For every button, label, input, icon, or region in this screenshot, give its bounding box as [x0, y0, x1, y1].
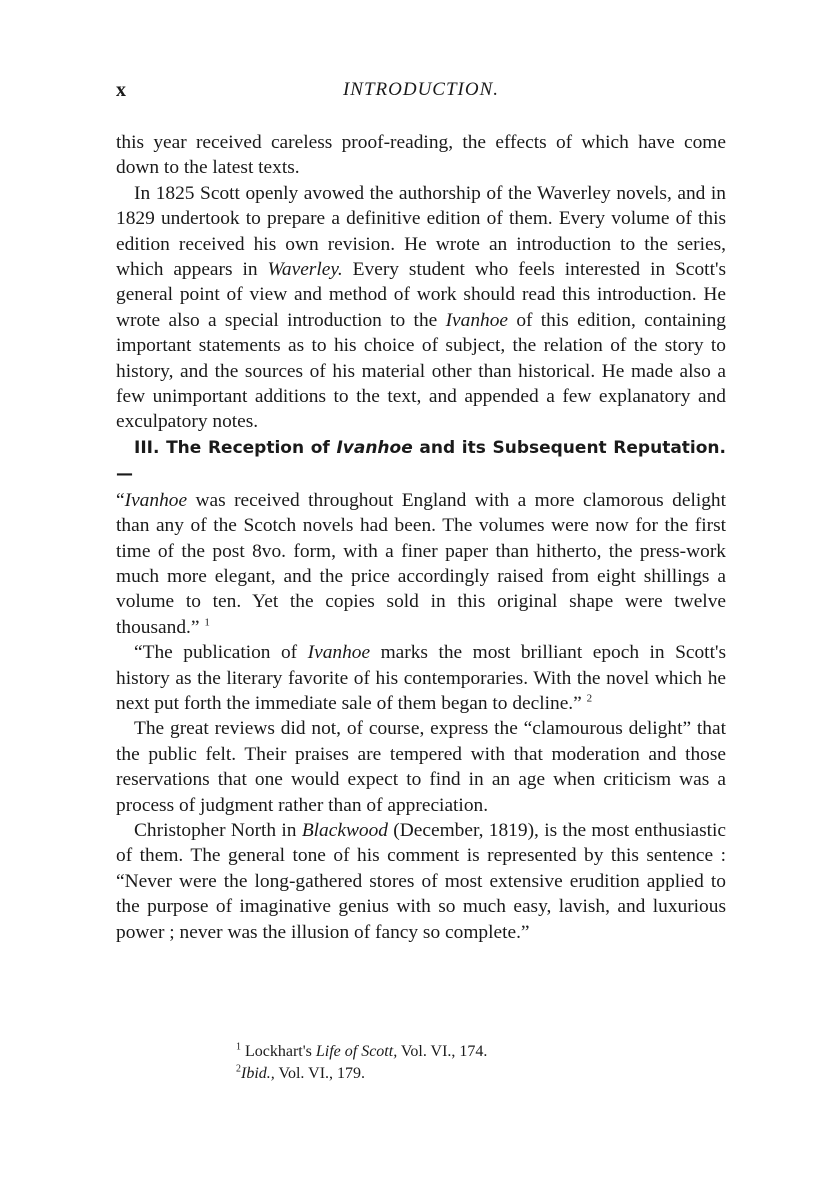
paragraph-text: The great reviews did not, of course, express the “clamourous delight” that the public felt. Their praises are tempered with that moderation and those reservations that one would expect to find in an age when criticism was a process of judgment rather than of appreciation.	[116, 718, 726, 816]
paragraph-text: (December, 1819), is the most enthusiastic of them. The general tone of his comment is represented by this sentence : “Never were the long-gathered stores of most extensive erudition applied to the purpose of imaginative genius with so much easy, lavish, and luxurious power ; never was the illusion of fancy so complete.”	[116, 819, 727, 943]
book-title-waverley: Waverley.	[267, 259, 343, 281]
section-heading-text: III. The Reception of	[134, 437, 337, 458]
section-heading-text: and its Subsequent Reputation.—	[116, 437, 726, 485]
footnote-ref: 1	[204, 616, 210, 629]
section-heading-title: Ivanhoe	[336, 437, 413, 458]
footnote-title: Life of Scott,	[315, 1043, 398, 1060]
quote-text: “	[116, 489, 125, 511]
footnote-2	[236, 1063, 716, 1085]
quote-text: “The publication of	[134, 642, 308, 664]
section-iii-paragraph	[116, 435, 726, 640]
section-heading	[116, 438, 726, 484]
footnote-text: Vol. VI., 174.	[397, 1043, 488, 1060]
paragraph-waverley-edition	[116, 181, 726, 435]
page-number: x	[116, 79, 126, 101]
body-text	[116, 130, 726, 945]
paragraph-text: this year received careless proof-reading, the effects of which have come down to the latest texts.	[116, 132, 726, 179]
periodical-title-blackwood: Blackwood	[301, 819, 388, 841]
footnote-1	[236, 1041, 716, 1063]
footnote-ref: 2	[586, 692, 593, 705]
paragraph-text: of this edition, containing important statements as to his choice of subject, the relation of the story to history, and the sources of his material other than historical. He made also a few unimportant additions to the text, and appended a few explanatory and exculpatory notes.	[116, 309, 726, 433]
footnote-title: Ibid.,	[241, 1065, 275, 1082]
paragraph-great-reviews	[116, 716, 726, 818]
book-title-ivanhoe: Ivanhoe	[124, 489, 188, 511]
book-title-ivanhoe: Ivanhoe	[307, 642, 371, 664]
running-title: INTRODUCTION.	[342, 79, 500, 100]
paragraph-text: Every student who feels interested in Scott's general point of view and method of work should read this introduction. He wrote also a special introduction to the	[116, 259, 726, 331]
paragraph-christopher-north	[116, 818, 726, 945]
paragraph-brilliant-epoch	[116, 640, 726, 716]
paragraph-continuation	[116, 130, 726, 181]
running-head	[116, 78, 726, 102]
book-title-ivanhoe: Ivanhoe	[445, 309, 509, 331]
footnote-text: Lockhart's	[241, 1043, 316, 1060]
paragraph-text: Christopher North in	[134, 819, 302, 841]
footnote-mark: 1	[236, 1041, 241, 1053]
footnote-text: Vol. VI., 179.	[274, 1065, 366, 1082]
footnotes	[236, 1041, 716, 1085]
quote-text: was received throughout England with a more clamorous delight than any of the Scotch novels had been. The volumes were now for the first time of the post 8vo. form, with a finer paper than hitherto, the press-work much more elegant, and the price accordingly raised from eight shillings a volume to ten. Yet the copies sold in this original shape were twelve thousand.”	[116, 489, 726, 638]
paragraph-text: In 1825 Scott openly avowed the authorship of the Waverley novels, and in 1829 undertook to prepare a definitive edition of them. Every volume of this edition received his own revision. He wrote an introduction to the series, which appears in	[116, 182, 726, 281]
quote-text: marks the most brilliant epoch in Scott's history as the literary favorite of his contemporaries. With the novel which he next put forth the immediate sale of them began to decline.”	[116, 642, 726, 714]
footnote-mark: 2	[236, 1063, 241, 1075]
